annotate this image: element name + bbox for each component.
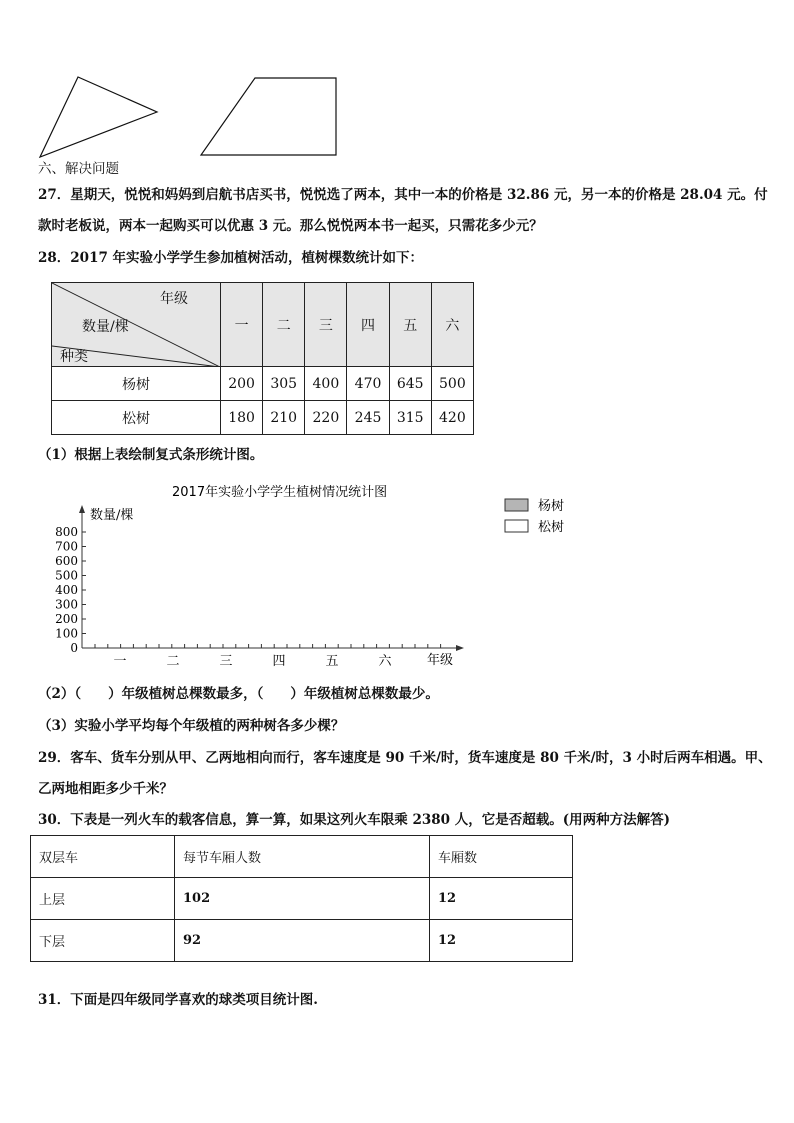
grade-header: 五 xyxy=(389,283,431,367)
q29-line2: 乙两地相距多少千米？ xyxy=(38,781,173,797)
section-title: 六、解决问题 xyxy=(38,161,119,177)
tree-bar-chart xyxy=(40,475,600,675)
corner-grade-label: 年级 xyxy=(160,291,188,307)
chart-title: 2017年实验小学学生植树情况统计图 xyxy=(172,485,388,500)
y-tick-label: 200 xyxy=(55,612,78,626)
grade-header: 一 xyxy=(221,283,263,367)
y-tick-label: 400 xyxy=(55,583,78,597)
x-axis-label: 年级 xyxy=(427,653,454,668)
table-cell: 210 xyxy=(263,401,305,435)
corner-kind-label: 种类 xyxy=(60,349,88,365)
table-cell: 470 xyxy=(347,367,389,401)
q28-question: 28．2017 年实验小学学生参加植树活动，植树棵数统计如下： xyxy=(38,250,424,266)
table-row xyxy=(31,920,573,962)
table-cell: 305 xyxy=(263,367,305,401)
row-label: 杨树 xyxy=(52,367,221,401)
table-cell: 102 xyxy=(175,878,430,920)
table-row xyxy=(52,401,474,435)
table-cell: 200 xyxy=(221,367,263,401)
table-corner-cell xyxy=(52,283,221,367)
x-category-label: 二 xyxy=(166,654,180,669)
q28-sub3: （3）实验小学平均每个年级植的两种树各多少棵？ xyxy=(38,718,345,734)
table-cell: 315 xyxy=(389,401,431,435)
table-cell: 12 xyxy=(430,878,573,920)
q27-line1: 27．星期天，悦悦和妈妈到启航书店买书，悦悦选了两本，其中一本的价格是 32.86 元，另一本的价格是 28.04 元。付 xyxy=(38,187,768,203)
train-table xyxy=(30,835,573,962)
q30-question: 30．下表是一列火车的载客信息，算一算，如果这列火车限乘 2380 人，它是否超载。(用两种方法解答) xyxy=(38,812,671,828)
x-axis-arrow xyxy=(456,645,464,651)
x-category-label: 五 xyxy=(325,654,339,669)
corner-count-label: 数量/棵 xyxy=(82,319,129,335)
legend-label-yang: 杨树 xyxy=(538,499,565,514)
legend-label-song: 松树 xyxy=(538,520,565,535)
grade-header: 三 xyxy=(305,283,347,367)
table-row xyxy=(52,367,474,401)
x-category-label: 三 xyxy=(219,654,233,669)
tree-table xyxy=(51,282,474,435)
legend-swatch-song xyxy=(505,520,528,532)
table-cell: 180 xyxy=(221,401,263,435)
triangle-figure xyxy=(35,72,165,162)
table-header-row xyxy=(31,836,573,878)
table-cell: 400 xyxy=(305,367,347,401)
table-cell: 上层 xyxy=(31,878,175,920)
header-cell: 每节车厢人数 xyxy=(175,836,430,878)
x-category-label: 六 xyxy=(378,654,392,669)
table-cell: 12 xyxy=(430,920,573,962)
table-cell: 220 xyxy=(305,401,347,435)
grade-header: 二 xyxy=(263,283,305,367)
grade-header: 六 xyxy=(431,283,473,367)
grade-header: 四 xyxy=(347,283,389,367)
q28-sub1: （1）根据上表绘制复式条形统计图。 xyxy=(38,447,264,463)
table-cell: 500 xyxy=(431,367,473,401)
y-tick-label: 0 xyxy=(70,641,78,655)
y-tick-label: 500 xyxy=(55,568,78,583)
x-category-label: 四 xyxy=(272,654,286,669)
y-tick-label: 800 xyxy=(55,525,78,539)
legend-swatch-yang xyxy=(505,499,528,511)
x-category-label: 一 xyxy=(113,654,127,669)
table-row xyxy=(31,878,573,920)
q28-sub2: （2）（ ）年级植树总棵数最多，（ ）年级植树总棵数最少。 xyxy=(38,686,439,702)
table-cell: 420 xyxy=(431,401,473,435)
table-cell: 下层 xyxy=(31,920,175,962)
table-cell: 92 xyxy=(175,920,430,962)
trapezoid-figure xyxy=(198,75,340,160)
y-tick-label: 600 xyxy=(55,554,78,568)
row-label: 松树 xyxy=(52,401,221,435)
y-axis-label: 数量/棵 xyxy=(90,508,134,523)
q31-question: 31．下面是四年级同学喜欢的球类项目统计图. xyxy=(38,992,318,1008)
y-tick-label: 100 xyxy=(55,626,78,641)
y-axis-arrow xyxy=(79,505,85,513)
header-cell: 双层车 xyxy=(31,836,175,878)
q29-line1: 29．客车、货车分别从甲、乙两地相向而行，客车速度是 90 千米/时，货车速度是 80 千米/时，3 小时后两车相遇。甲、 xyxy=(38,750,772,766)
q27-line2: 款时老板说，两本一起购买可以优惠 3 元。那么悦悦两本书一起买，只需花多少元？ xyxy=(38,218,543,234)
table-cell: 645 xyxy=(389,367,431,401)
table-cell: 245 xyxy=(347,401,389,435)
y-tick-label: 300 xyxy=(55,597,78,612)
y-tick-label: 700 xyxy=(55,539,78,554)
header-cell: 车厢数 xyxy=(430,836,573,878)
